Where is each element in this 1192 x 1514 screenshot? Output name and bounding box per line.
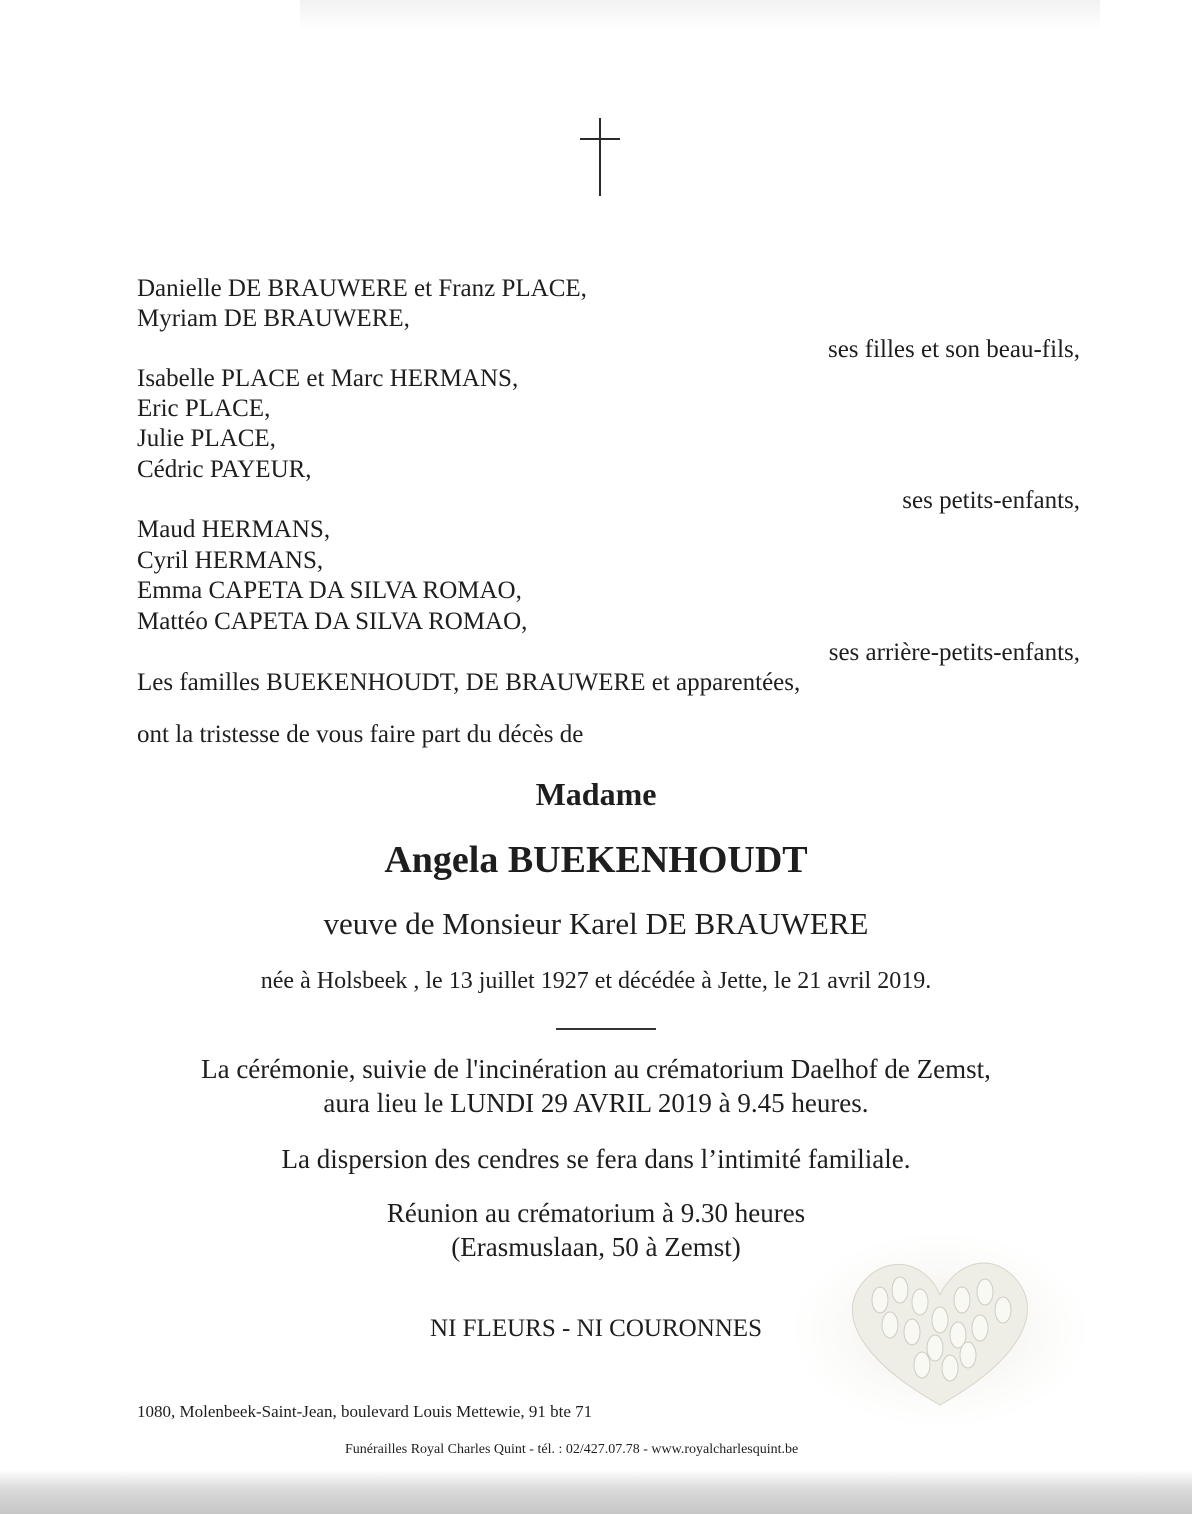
deceased-name: Angela BUEKENHOUDT: [384, 839, 808, 881]
no-flowers-notice: NI FLEURS - NI COURONNES: [430, 1315, 762, 1342]
family-member: Emma CAPETA DA SILVA ROMAO,: [137, 577, 522, 604]
families-line: Les familles BUEKENHOUDT, DE BRAUWERE et apparentées,: [137, 669, 801, 696]
announcement-text: ont la tristesse de vous faire part du décès de: [137, 721, 584, 748]
family-member: Danielle DE BRAUWERE et Franz PLACE,: [137, 275, 587, 302]
scan-shadow: [0, 1470, 1192, 1514]
family-member: Isabelle PLACE et Marc HERMANS,: [137, 365, 519, 392]
scan-haze: [300, 0, 1100, 30]
divider: [556, 1028, 656, 1030]
widow-of: veuve de Monsieur Karel DE BRAUWERE: [323, 906, 869, 941]
family-member: Cédric PAYEUR,: [137, 456, 312, 483]
deceased-title: Madame: [535, 776, 657, 812]
meeting-text: Réunion au crématorium à 9.30 heures: [386, 1198, 806, 1228]
family-member: Maud HERMANS,: [137, 516, 331, 543]
family-member: Eric PLACE,: [137, 395, 271, 422]
family-member: Cyril HERMANS,: [137, 547, 324, 574]
family-member: Mattéo CAPETA DA SILVA ROMAO,: [137, 608, 528, 635]
relationship-label: ses filles et son beau-fils,: [827, 336, 1080, 363]
family-member: Myriam DE BRAUWERE,: [137, 305, 410, 332]
address: 1080, Molenbeek-Saint-Jean, boulevard Louis Mettewie, 91 bte 71: [137, 1402, 593, 1421]
birth-death-dates: née à Holsbeek , le 13 juillet 1927 et décédée à Jette, le 21 avril 2019.: [260, 968, 932, 994]
relationship-label: ses arrière-petits-enfants,: [828, 639, 1080, 666]
cross-icon: [580, 118, 620, 198]
ceremony-text: La cérémonie, suivie de l'incinération au crématorium Daelhof de Zemst,: [201, 1054, 991, 1084]
dispersion-text: La dispersion des cendres se fera dans l’intimité familiale.: [281, 1144, 911, 1174]
ceremony-date: aura lieu le LUNDI 29 AVRIL 2019 à 9.45 heures.: [323, 1088, 869, 1118]
family-member: Julie PLACE,: [137, 425, 276, 452]
relationship-label: ses petits-enfants,: [902, 487, 1080, 514]
funeral-home-info: Funérailles Royal Charles Quint - tél. : 02/427.07.78 - www.royalcharlesquint.be: [345, 1442, 799, 1457]
meeting-address: (Erasmuslaan, 50 à Zemst): [451, 1232, 741, 1262]
